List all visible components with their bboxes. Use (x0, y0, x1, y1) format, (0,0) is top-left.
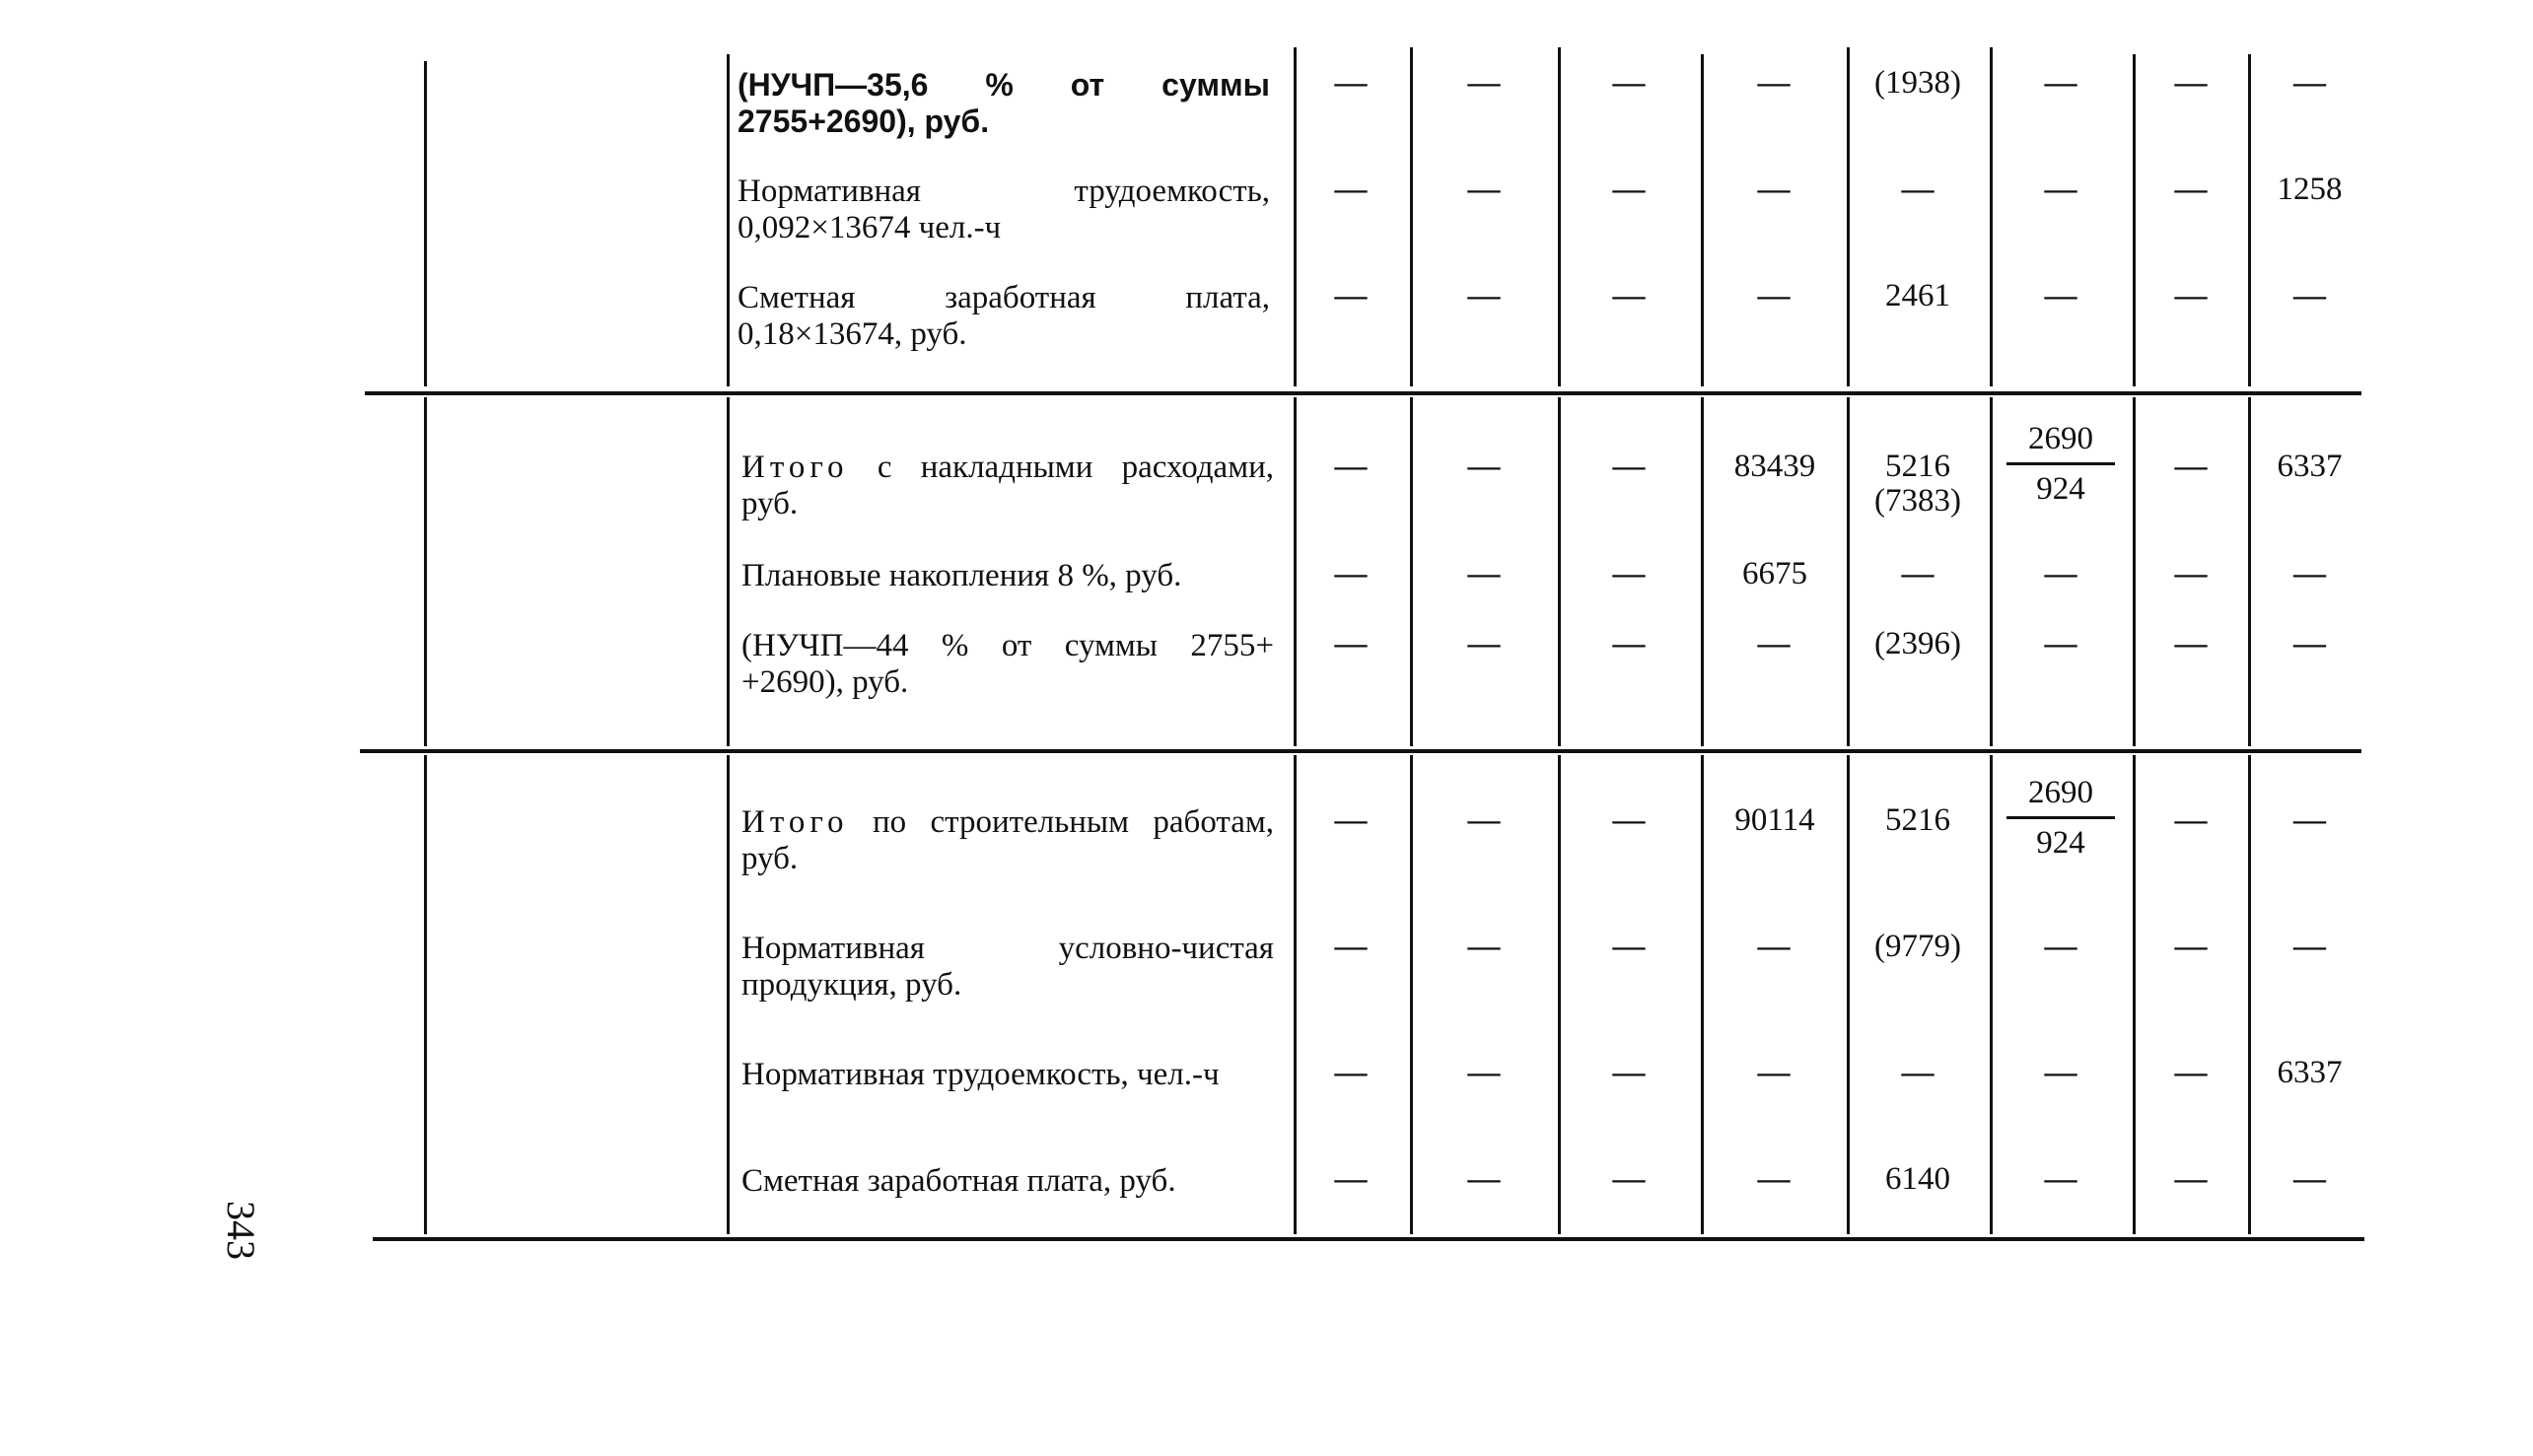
col-rule (2133, 755, 2136, 1234)
row-value: (2396) (1874, 626, 1961, 661)
row-value: — (1467, 1055, 1501, 1090)
col-rule (2133, 54, 2136, 386)
col-rule (424, 755, 427, 1234)
row-description (741, 450, 1274, 522)
row-value: — (1467, 626, 1501, 661)
col-rule (1410, 47, 1413, 386)
row-value: 90114 (1734, 802, 1815, 838)
row-value: — (2174, 1055, 2208, 1090)
fraction-denominator: 924 (2036, 825, 2085, 861)
row-value: — (1467, 449, 1501, 484)
row-value: — (1612, 172, 1646, 207)
fraction-denominator: 924 (2036, 471, 2085, 507)
col-rule (1294, 755, 1297, 1234)
row-value: — (2293, 626, 2326, 661)
row-description (741, 804, 1274, 877)
col-rule (1558, 397, 1561, 746)
row-value: — (2293, 556, 2326, 591)
row-value: — (1901, 556, 1935, 591)
row-value: — (1334, 172, 1368, 207)
section-divider-2 (360, 749, 2361, 753)
row-value: — (2174, 556, 2208, 591)
row-value: — (1334, 626, 1368, 661)
col-rule (424, 61, 427, 386)
row-value: — (2174, 278, 2208, 313)
row-value: — (1757, 1055, 1791, 1090)
row-value: 5216 (1885, 449, 1950, 484)
col-rule (727, 397, 730, 746)
row-value: — (2174, 929, 2208, 964)
fraction-value (2002, 421, 2120, 507)
row-value: 6140 (1885, 1161, 1950, 1197)
row-value: — (2174, 626, 2208, 661)
description-text: с накладными расходами, руб. (741, 450, 1275, 521)
row-value: — (1612, 626, 1646, 661)
col-rule (727, 755, 730, 1234)
col-rule (1558, 755, 1561, 1234)
row-description: Нормативная трудоемкость, 0,092×13674 чел.-ч (738, 173, 1270, 245)
row-value: — (1467, 929, 1501, 964)
row-description: Нормативная трудоемкость, чел.-ч (741, 1057, 1220, 1092)
row-value: — (1467, 1161, 1501, 1197)
row-value: — (1901, 172, 1935, 207)
row-value: — (1612, 1161, 1646, 1197)
row-value: — (2174, 172, 2208, 207)
row-value: — (2293, 929, 2326, 964)
row-description: Сметная заработная плата, руб. (741, 1163, 1176, 1199)
row-value: — (2044, 1055, 2077, 1090)
row-value: — (1467, 172, 1501, 207)
row-description: (НУЧП—35,6 % от суммы 2755+2690), руб. (738, 67, 1270, 139)
col-rule (2133, 397, 2136, 746)
row-value: 5216 (1885, 802, 1950, 838)
col-rule (1701, 54, 1704, 386)
row-value: — (1612, 929, 1646, 964)
row-value: — (2044, 556, 2077, 591)
fraction-numerator: 2690 (2028, 775, 2093, 810)
row-value: — (1334, 802, 1368, 838)
row-value: — (2044, 278, 2077, 313)
col-rule (424, 397, 427, 746)
row-value: — (2044, 172, 2077, 207)
row-description: Нормативная условно-чистая продукция, руб. (741, 931, 1274, 1003)
col-rule (1847, 755, 1850, 1234)
row-value: — (1467, 278, 1501, 313)
col-rule (727, 54, 730, 386)
row-value: 83439 (1733, 449, 1816, 484)
row-value: 1258 (2277, 172, 2343, 207)
col-rule (1294, 397, 1297, 746)
row-value: — (1757, 929, 1791, 964)
row-value: 6337 (2277, 1055, 2343, 1090)
section-divider-1 (365, 391, 2361, 395)
row-value-sub: (7383) (1874, 483, 1961, 519)
row-value: — (1757, 172, 1791, 207)
row-value: — (1612, 278, 1646, 313)
col-rule (1701, 397, 1704, 746)
row-value: — (2174, 1161, 2208, 1197)
col-rule (1990, 755, 1993, 1234)
row-value: — (1334, 1055, 1368, 1090)
row-value: — (1334, 929, 1368, 964)
row-value: — (1334, 556, 1368, 591)
row-value: — (1612, 802, 1646, 838)
row-value: — (1467, 556, 1501, 591)
row-value: — (1334, 449, 1368, 484)
row-value: — (2044, 65, 2077, 101)
row-value: — (1612, 449, 1646, 484)
col-rule (1558, 47, 1561, 386)
row-value: — (2293, 278, 2326, 313)
row-value: — (1612, 65, 1646, 101)
row-value: — (1757, 278, 1791, 313)
fraction-bar (2006, 816, 2115, 819)
col-rule (2248, 755, 2251, 1234)
row-value: — (1467, 802, 1501, 838)
fraction-value (2002, 775, 2120, 861)
page-number: 343 (219, 1201, 263, 1260)
row-value: — (1901, 1055, 1935, 1090)
row-value: 2461 (1885, 278, 1950, 313)
col-rule (1294, 47, 1297, 386)
spaced-heading: Итого (741, 804, 849, 840)
row-value: — (1334, 278, 1368, 313)
row-value: — (1757, 65, 1791, 101)
row-value: — (2293, 1161, 2326, 1197)
description-text: по строительным работам, руб. (741, 804, 1274, 876)
row-value: — (2044, 929, 2077, 964)
row-value: — (1757, 1161, 1791, 1197)
row-value: — (2174, 449, 2208, 484)
row-value: — (2293, 802, 2326, 838)
fraction-numerator: 2690 (2028, 421, 2093, 456)
col-rule (1847, 47, 1850, 386)
col-rule (1990, 47, 1993, 386)
col-rule (1410, 755, 1413, 1234)
row-description: (НУЧП—44 % от суммы 2755+ +2690), руб. (741, 628, 1274, 700)
col-rule (2248, 397, 2251, 746)
col-rule (1701, 755, 1704, 1234)
row-description: Плановые накопления 8 %, руб. (741, 558, 1182, 593)
col-rule (1990, 397, 1993, 746)
row-value: (1938) (1874, 65, 1961, 101)
row-value: — (2174, 802, 2208, 838)
row-description: Сметная заработная плата, 0,18×13674, руб. (738, 280, 1270, 352)
fraction-bar (2006, 462, 2115, 465)
table-bottom-rule (373, 1237, 2364, 1241)
row-value: — (2044, 1161, 2077, 1197)
row-value: (9779) (1874, 929, 1961, 964)
row-value: — (1612, 1055, 1646, 1090)
col-rule (1410, 397, 1413, 746)
row-value: — (2044, 626, 2077, 661)
row-value: — (2174, 65, 2208, 101)
row-value: — (1334, 1161, 1368, 1197)
row-value: — (1467, 65, 1501, 101)
row-value: 6337 (2277, 449, 2343, 484)
row-value: 6675 (1742, 556, 1807, 591)
row-value: — (1612, 556, 1646, 591)
row-value: — (2293, 65, 2326, 101)
col-rule (1847, 397, 1850, 746)
row-value: — (1334, 65, 1368, 101)
row-value: — (1757, 626, 1791, 661)
spaced-heading: Итого (741, 450, 849, 485)
col-rule (2248, 54, 2251, 386)
